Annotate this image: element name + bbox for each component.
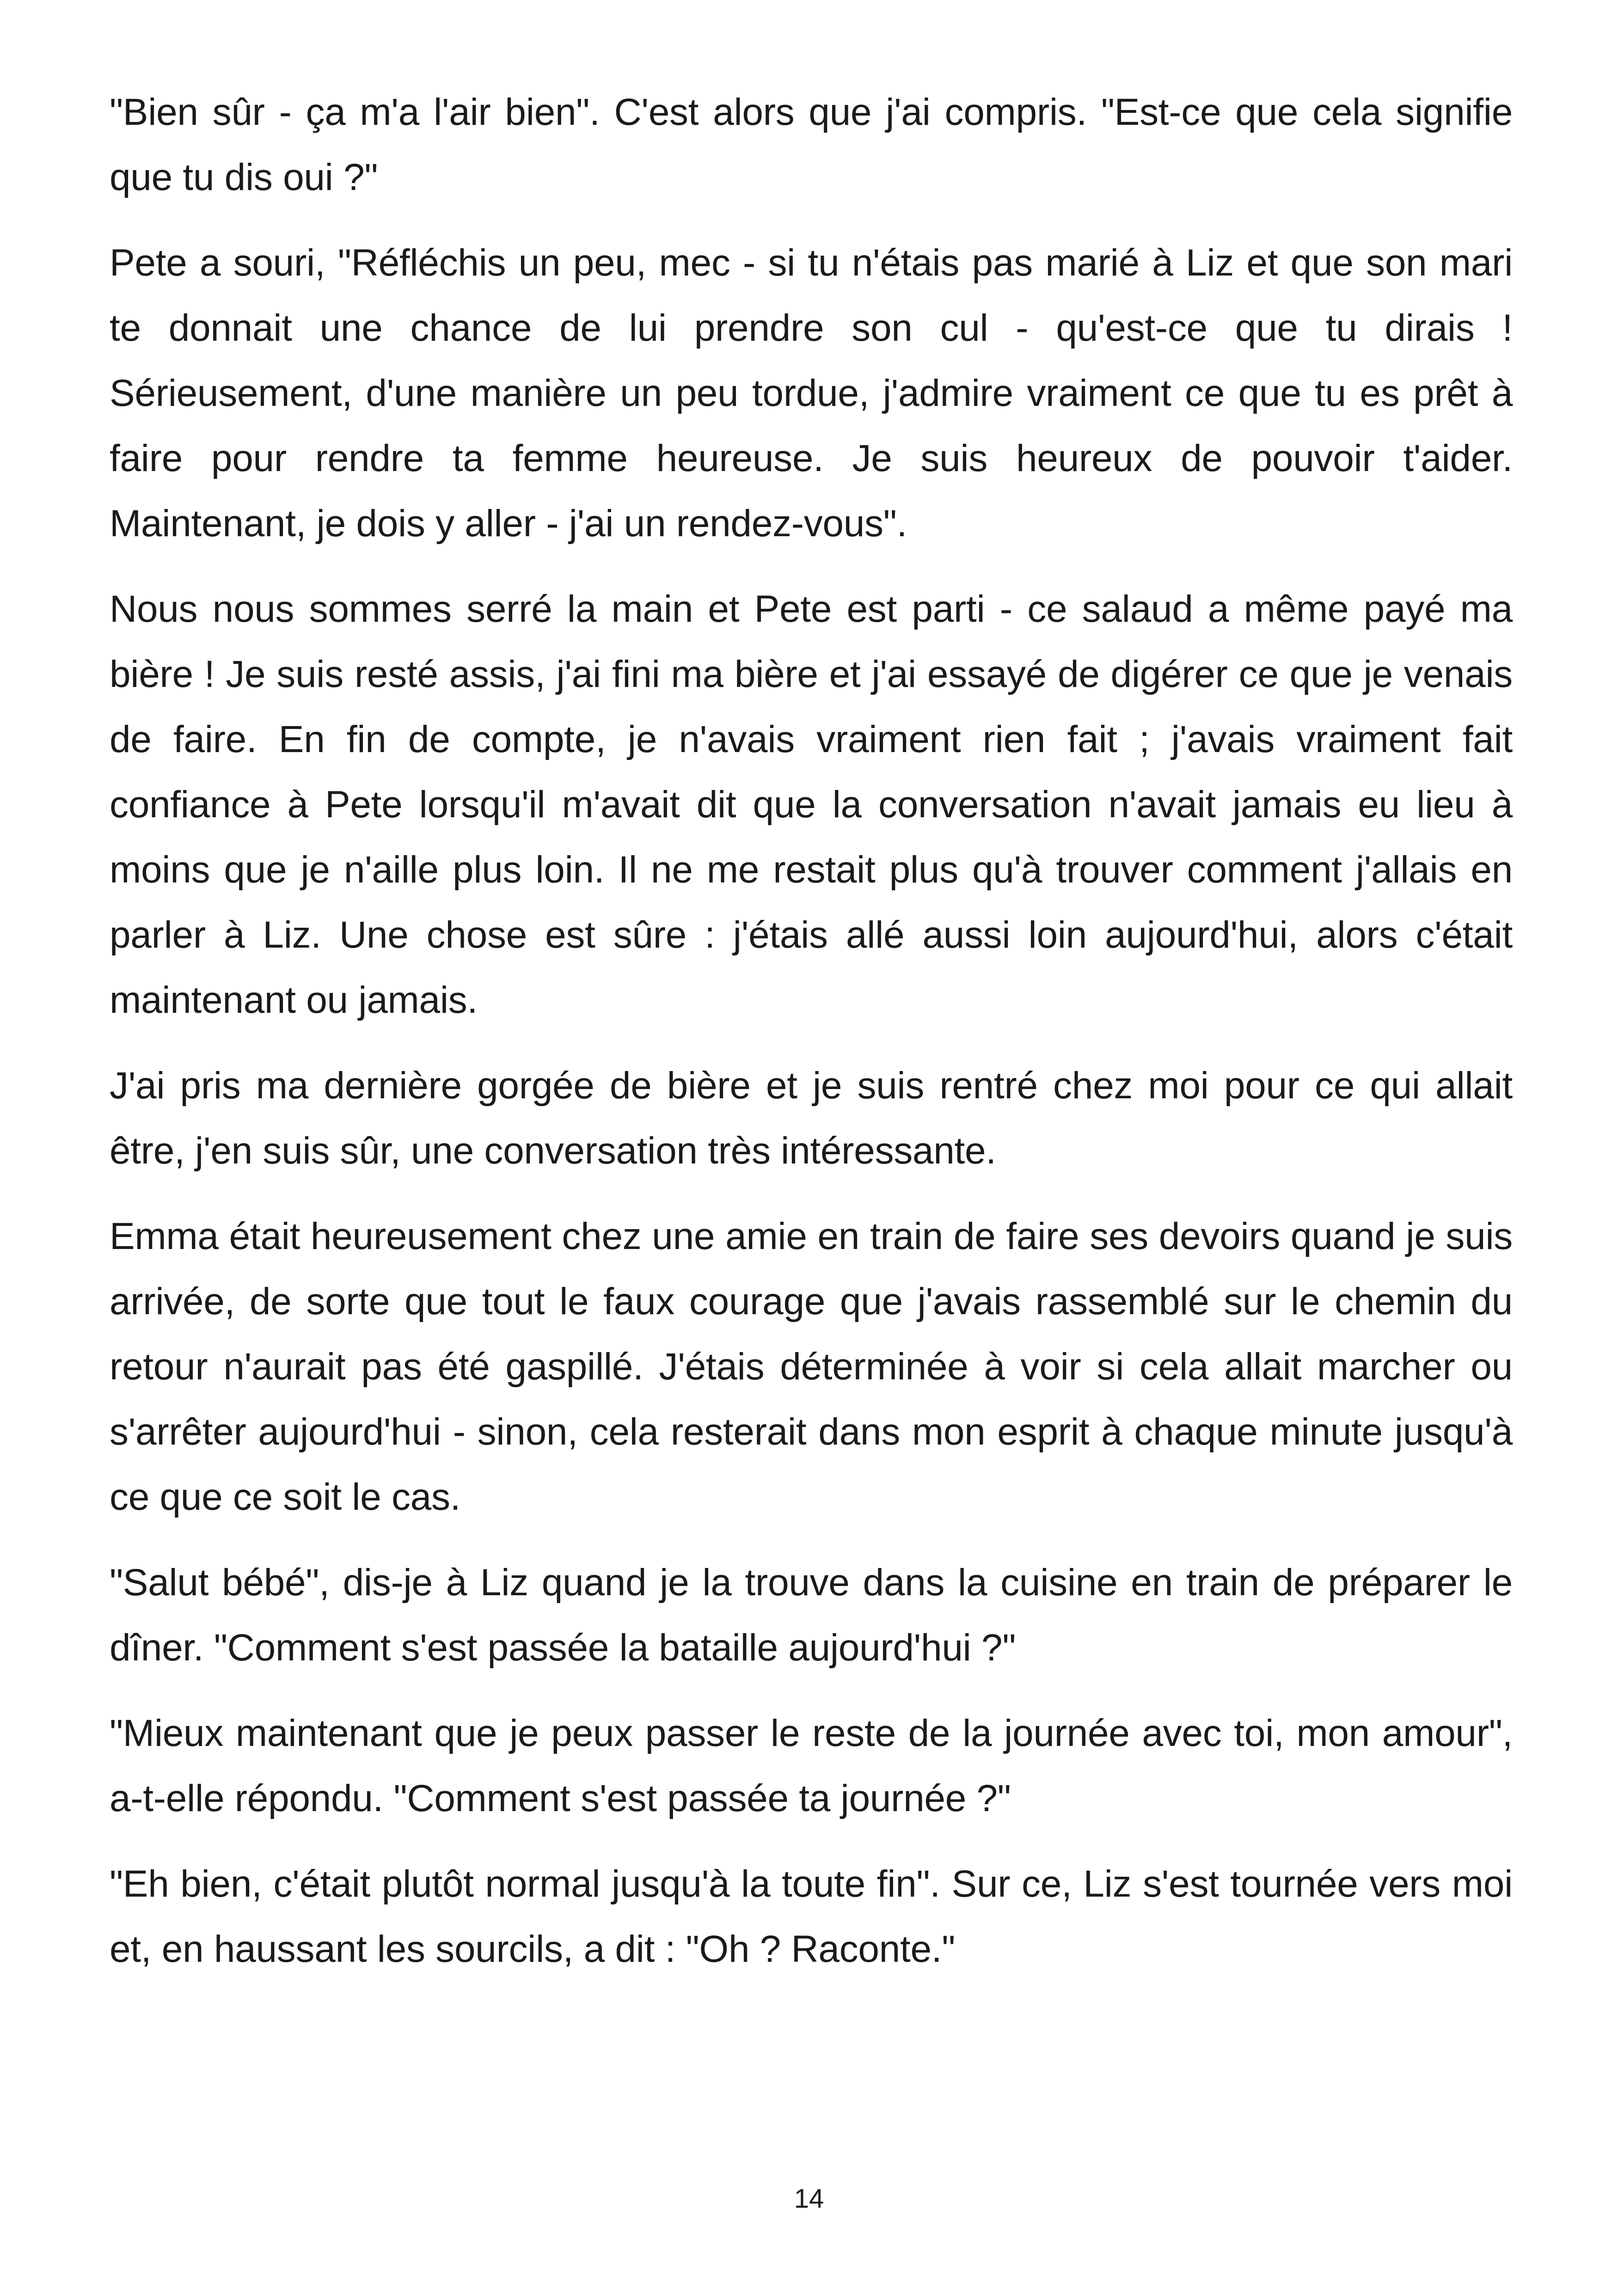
page-number: 14 xyxy=(794,2184,824,2214)
paragraph: "Mieux maintenant que je peux passer le reste de la journée avec toi, mon amour", a-t-elle répondu. "Comment s'est passée ta journée ?" xyxy=(110,1712,1513,1819)
paragraph: J'ai pris ma dernière gorgée de bière et je suis rentré chez moi pour ce qui allait être, j'en suis sûr, une conversation très intéressante. xyxy=(110,1065,1513,1172)
paragraph: Pete a souri, "Réfléchis un peu, mec - si tu n'étais pas marié à Liz et que son mari te donnait une chance de lui prendre son cul - qu'est-ce que tu dirais ! Sérieusement, d'une manière un peu tordue, j'admire vraiment ce que tu es prêt à faire pour rendre ta femme heureuse. Je suis heureux de pouvoir t'aider. Maintenant, je dois y aller - j'ai un rendez-vous". xyxy=(110,242,1513,545)
paragraph: "Eh bien, c'était plutôt normal jusqu'à la toute fin". Sur ce, Liz s'est tournée vers moi et, en haussant les sourcils, a dit : "Oh ? Raconte." xyxy=(110,1863,1513,1970)
paragraph: "Bien sûr - ça m'a l'air bien". C'est alors que j'ai compris. "Est-ce que cela signifie que tu dis oui ?" xyxy=(110,91,1513,198)
document-body xyxy=(110,80,1513,2002)
paragraph: Nous nous sommes serré la main et Pete est parti - ce salaud a même payé ma bière ! Je suis resté assis, j'ai fini ma bière et j'ai essayé de digérer ce que je venais de faire. En fin de compte, je n'avais vraiment rien fait ; j'avais vraiment fait confiance à Pete lorsqu'il m'avait dit que la conversation n'avait jamais eu lieu à moins que je n'aille plus loin. Il ne me restait plus qu'à trouver comment j'allais en parler à Liz. Une chose est sûre : j'étais allé aussi loin aujourd'hui, alors c'était maintenant ou jamais. xyxy=(110,588,1513,1021)
paragraph: "Salut bébé", dis-je à Liz quand je la trouve dans la cuisine en train de préparer le dîner. "Comment s'est passée la bataille aujourd'hui ?" xyxy=(110,1561,1513,1669)
paragraph: Emma était heureusement chez une amie en train de faire ses devoirs quand je suis arrivée, de sorte que tout le faux courage que j'avais rassemblé sur le chemin du retour n'aurait pas été gaspillé. J'étais déterminée à voir si cela allait marcher ou s'arrêter aujourd'hui - sinon, cela resterait dans mon esprit à chaque minute jusqu'à ce que ce soit le cas. xyxy=(110,1215,1513,1518)
